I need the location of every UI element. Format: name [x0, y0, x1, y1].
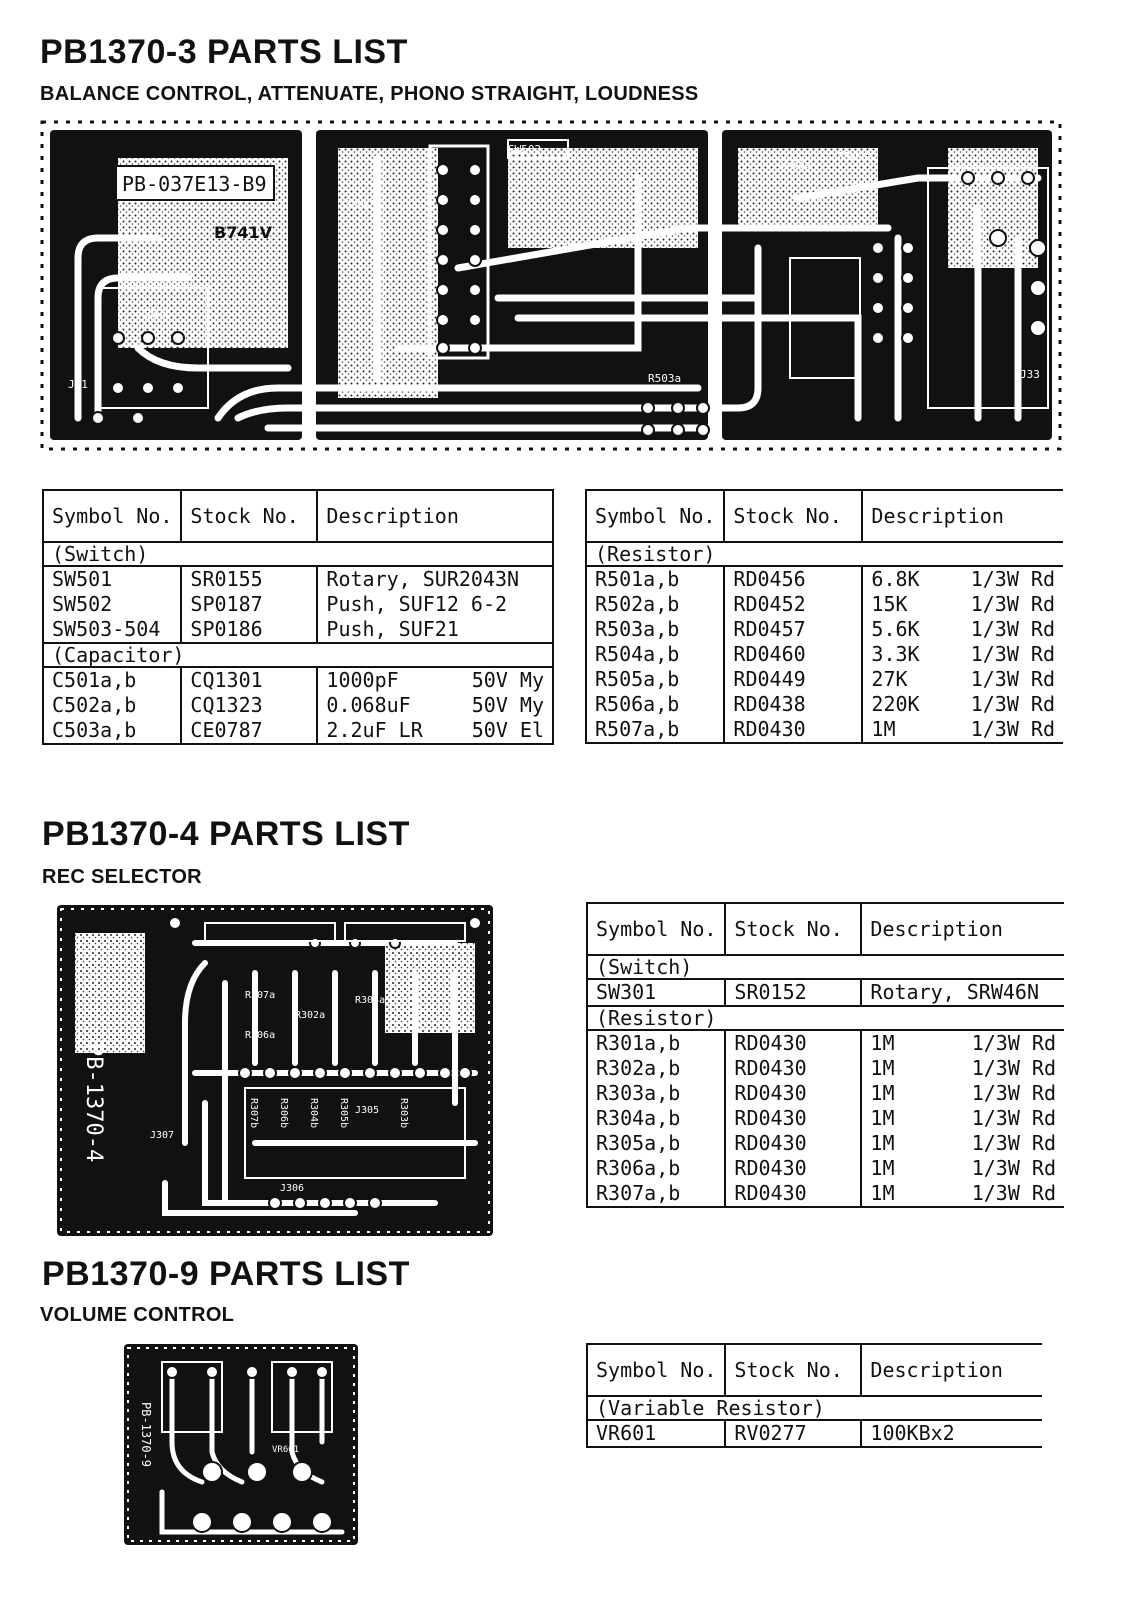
rating-text: 1/3W Rd — [971, 1131, 1056, 1155]
symbol-cell: SW503-504 — [43, 617, 181, 643]
stock-cell: SR0155 — [181, 566, 317, 592]
board-marking: R307a — [245, 990, 276, 1001]
table-row — [43, 718, 553, 744]
rating-text: 1/3W Rd — [971, 1106, 1056, 1130]
table-row — [587, 1030, 1064, 1056]
board-marking: R507b — [348, 198, 382, 211]
symbol-cell: R306a,b — [587, 1156, 725, 1181]
description-cell — [861, 1056, 1064, 1081]
column-header: Symbol No. — [587, 1344, 725, 1396]
table-row — [587, 1131, 1064, 1156]
description-cell — [861, 1106, 1064, 1131]
stock-cell: CE0787 — [181, 718, 317, 744]
category-row: (Variable Resistor) — [587, 1396, 1042, 1420]
rating-text: 1/3W Rd — [970, 717, 1055, 741]
parts-table-pb1370-3-resistor — [585, 489, 1063, 744]
stock-cell: RD0430 — [725, 1156, 861, 1181]
rating-text: 50V My — [471, 668, 544, 692]
value-text: 220K — [871, 692, 920, 716]
column-header: Description — [317, 490, 553, 542]
description-cell — [317, 718, 553, 744]
board-marking: R307b — [248, 1098, 259, 1129]
symbol-cell: C503a,b — [43, 718, 181, 744]
column-header: Stock No. — [725, 903, 861, 955]
value-text: 1M — [870, 1106, 895, 1130]
board-marking: R503a — [648, 372, 682, 385]
symbol-cell: R504a,b — [586, 642, 724, 667]
stock-cell: SP0187 — [181, 592, 317, 617]
section-subtitle: VOLUME CONTROL — [40, 1304, 235, 1326]
column-header: Stock No. — [181, 490, 317, 542]
rating-text: 1/3W Rd — [970, 567, 1055, 591]
value-text: 1M — [870, 1131, 895, 1155]
pcb-board-pb1370-9 — [122, 1342, 360, 1547]
symbol-cell: SW301 — [587, 979, 725, 1006]
section-title: PB1370-9 PARTS LIST — [42, 1255, 410, 1293]
symbol-cell: R501a,b — [586, 566, 724, 592]
symbol-cell: R503a,b — [586, 617, 724, 642]
stock-cell: RD0430 — [725, 1081, 861, 1106]
board-marking: R304a — [355, 995, 386, 1006]
table-row — [586, 642, 1063, 667]
value-text: 1000pF — [326, 668, 399, 692]
symbol-cell: C501a,b — [43, 667, 181, 693]
table-row — [586, 566, 1063, 592]
symbol-cell: R502a,b — [586, 592, 724, 617]
table-row — [586, 667, 1063, 692]
symbol-cell: C502a,b — [43, 693, 181, 718]
rating-text: 1/3W Rd — [971, 1081, 1056, 1105]
table-row — [586, 717, 1063, 743]
board-marking: J31 — [68, 378, 88, 391]
symbol-cell: R507a,b — [586, 717, 724, 743]
table-row — [587, 979, 1064, 1006]
table-row — [587, 1181, 1064, 1207]
rating-text: 1/3W Rd — [970, 667, 1055, 691]
column-header: Symbol No. — [586, 490, 724, 542]
symbol-cell: R304a,b — [587, 1106, 725, 1131]
stock-cell: RD0456 — [724, 566, 862, 592]
rating-text: 1/3W Rd — [970, 617, 1055, 641]
value-text: 1M — [870, 1031, 895, 1055]
symbol-cell: SW502 — [43, 592, 181, 617]
column-header: Description — [862, 490, 1063, 542]
table-row — [587, 1106, 1064, 1131]
section-title: PB1370-4 PARTS LIST — [42, 815, 410, 853]
board-marking: B741V — [214, 223, 272, 242]
description-cell — [862, 667, 1063, 692]
description-cell — [862, 692, 1063, 717]
table-row — [43, 617, 553, 643]
board-marking: R502a — [838, 150, 872, 163]
board-marking: R306b — [278, 1098, 289, 1129]
table-row — [43, 667, 553, 693]
stock-cell: RD0430 — [725, 1181, 861, 1207]
value-text: 1M — [870, 1181, 895, 1205]
board-marking: R501b — [138, 308, 172, 321]
table-row — [43, 693, 553, 718]
value-text: 1M — [870, 1156, 895, 1180]
description-cell — [862, 717, 1063, 743]
table-row — [586, 617, 1063, 642]
value-text: 6.8K — [871, 567, 920, 591]
board-marking: PB-037E13-B9 — [122, 172, 267, 196]
description-cell — [861, 1131, 1064, 1156]
rating-text: 1/3W Rd — [970, 692, 1055, 716]
stock-cell: SP0186 — [181, 617, 317, 643]
value-text: 1M — [870, 1056, 895, 1080]
category-row: (Resistor) — [587, 1006, 1064, 1030]
stock-cell: RD0457 — [724, 617, 862, 642]
stock-cell: SR0152 — [725, 979, 861, 1006]
rating-text: 50V My — [471, 693, 544, 717]
rating-text: 1/3W Rd — [971, 1031, 1056, 1055]
rating-text: 1/3W Rd — [971, 1181, 1056, 1205]
table-row — [587, 1056, 1064, 1081]
board-marking: R305b — [338, 1098, 349, 1129]
symbol-cell: R506a,b — [586, 692, 724, 717]
stock-cell: RD0449 — [724, 667, 862, 692]
category-row: (Capacitor) — [43, 643, 553, 667]
stock-cell: CQ1323 — [181, 693, 317, 718]
column-header: Description — [861, 903, 1064, 955]
board-marking: J306 — [280, 1183, 305, 1194]
description-cell: Rotary, SRW46N — [861, 979, 1064, 1006]
description-cell — [317, 667, 553, 693]
description-cell: 100KBx2 — [861, 1420, 1042, 1447]
value-text: 27K — [871, 667, 908, 691]
table-row — [586, 692, 1063, 717]
symbol-cell: VR601 — [587, 1420, 725, 1447]
stock-cell: RD0452 — [724, 592, 862, 617]
rating-text: 1/3W Rd — [971, 1156, 1056, 1180]
description-cell — [861, 1030, 1064, 1056]
parts-table-pb1370-9 — [586, 1343, 1042, 1448]
column-header: Symbol No. — [43, 490, 181, 542]
symbol-cell: R303a,b — [587, 1081, 725, 1106]
stock-cell: RD0460 — [724, 642, 862, 667]
description-cell — [862, 566, 1063, 592]
board-marking: J307 — [150, 1130, 175, 1141]
board-marking: R304b — [308, 1098, 319, 1129]
description-cell — [861, 1156, 1064, 1181]
description-cell — [862, 617, 1063, 642]
value-text: 1M — [870, 1081, 895, 1105]
stock-cell: CQ1301 — [181, 667, 317, 693]
table-row — [587, 1420, 1042, 1447]
rating-text: 1/3W Rd — [970, 592, 1055, 616]
description-cell: Push, SUF12 6-2 — [317, 592, 553, 617]
description-cell — [862, 642, 1063, 667]
category-row: (Switch) — [43, 542, 553, 566]
symbol-cell: R505a,b — [586, 667, 724, 692]
section-subtitle: BALANCE CONTROL, ATTENUATE, PHONO STRAIGHT, LOUDNESS — [40, 83, 699, 105]
value-text: 2.2uF LR — [326, 718, 423, 742]
column-header: Stock No. — [724, 490, 862, 542]
column-header: Description — [861, 1344, 1042, 1396]
category-row: (Switch) — [587, 955, 1064, 979]
table-row — [587, 1081, 1064, 1106]
category-row: (Resistor) — [586, 542, 1063, 566]
symbol-cell: R302a,b — [587, 1056, 725, 1081]
board-marking: J33 — [1020, 368, 1040, 381]
table-row — [43, 592, 553, 617]
stock-cell: RD0430 — [724, 717, 862, 743]
description-cell: Push, SUF21 — [317, 617, 553, 643]
rating-text: 50V El — [471, 718, 544, 742]
description-cell — [861, 1081, 1064, 1106]
pcb-board-pb1370-3 — [38, 118, 1064, 455]
stock-cell: RD0438 — [724, 692, 862, 717]
value-text: 15K — [871, 592, 908, 616]
board-marking: PB-1370-9 — [139, 1402, 153, 1468]
pcb-board-pb1370-4 — [55, 903, 495, 1238]
rating-text: 1/3W Rd — [971, 1056, 1056, 1080]
board-marking: J305 — [355, 1105, 380, 1116]
symbol-cell: R307a,b — [587, 1181, 725, 1207]
value-text: 5.6K — [871, 617, 920, 641]
table-row — [586, 592, 1063, 617]
parts-table-pb1370-3-switch-capacitor — [42, 489, 554, 745]
board-marking: C501a — [778, 158, 812, 171]
description-cell: Rotary, SUR2043N — [317, 566, 553, 592]
column-header: Stock No. — [725, 1344, 861, 1396]
section-subtitle: REC SELECTOR — [42, 866, 202, 888]
stock-cell: RV0277 — [725, 1420, 861, 1447]
table-row — [43, 566, 553, 592]
value-text: 1M — [871, 717, 896, 741]
board-marking: VR601 — [272, 1445, 300, 1455]
board-marking: SW502 — [508, 143, 542, 156]
table-row — [587, 1156, 1064, 1181]
stock-cell: RD0430 — [725, 1030, 861, 1056]
description-cell — [861, 1181, 1064, 1207]
value-text: 3.3K — [871, 642, 920, 666]
symbol-cell: R301a,b — [587, 1030, 725, 1056]
description-cell — [862, 592, 1063, 617]
parts-table-pb1370-4 — [586, 902, 1064, 1208]
board-marking: PB-1370-4 — [81, 1043, 106, 1163]
board-marking: R306a — [245, 1030, 276, 1041]
stock-cell: RD0430 — [725, 1056, 861, 1081]
rating-text: 1/3W Rd — [970, 642, 1055, 666]
board-marking: R303b — [398, 1098, 409, 1129]
section-title: PB1370-3 PARTS LIST — [40, 33, 408, 71]
stock-cell: RD0430 — [725, 1131, 861, 1156]
stock-cell: RD0430 — [725, 1106, 861, 1131]
board-marking: R302a — [295, 1010, 326, 1021]
symbol-cell: SW501 — [43, 566, 181, 592]
column-header: Symbol No. — [587, 903, 725, 955]
symbol-cell: R305a,b — [587, 1131, 725, 1156]
value-text: 0.068uF — [326, 693, 411, 717]
description-cell — [317, 693, 553, 718]
